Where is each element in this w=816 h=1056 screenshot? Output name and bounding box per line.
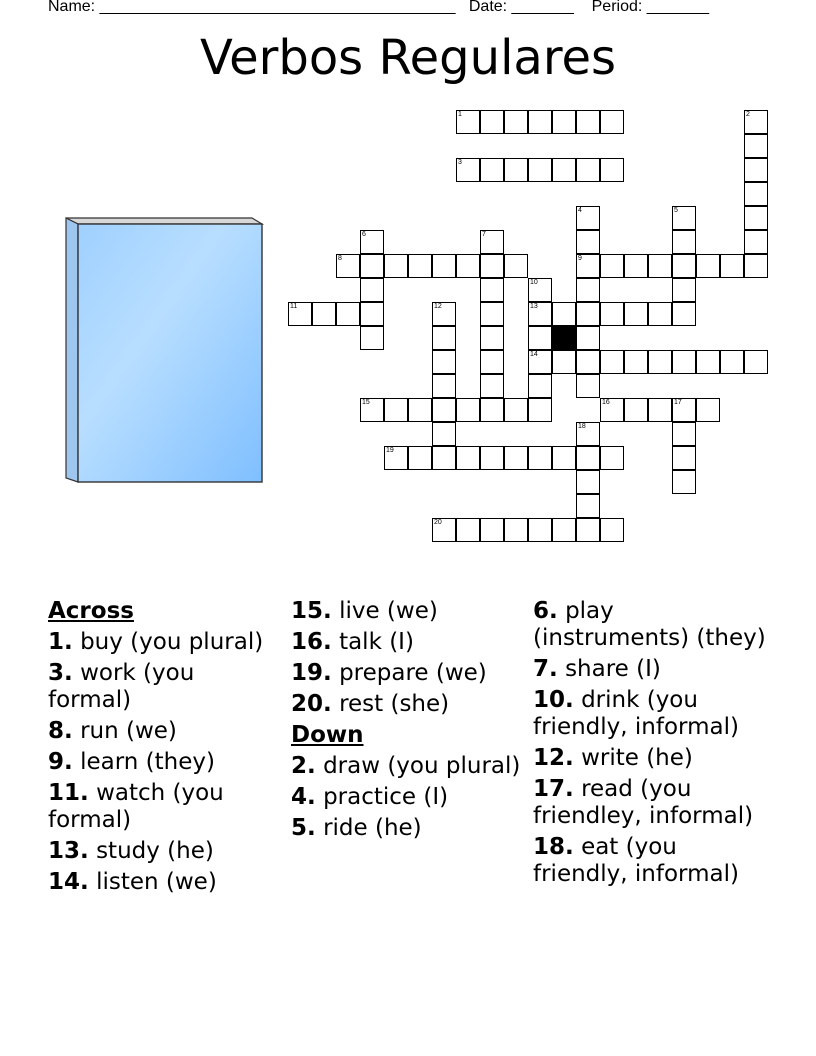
- grid-cell[interactable]: [720, 254, 744, 278]
- grid-cell[interactable]: [432, 422, 456, 446]
- grid-cell[interactable]: [576, 470, 600, 494]
- clue-number: 20: [434, 519, 442, 526]
- clue-across-19: 19. prepare (we): [291, 660, 487, 686]
- clue-number: 3: [458, 159, 462, 166]
- grid-cell[interactable]: [480, 230, 504, 254]
- clue-number: 5: [674, 207, 678, 214]
- grid-cell[interactable]: [744, 206, 768, 230]
- grid-cell[interactable]: [528, 518, 552, 542]
- grid-cell[interactable]: [528, 326, 552, 350]
- grid-cell[interactable]: [504, 446, 528, 470]
- grid-cell[interactable]: [456, 398, 480, 422]
- clue-number: 17: [674, 399, 682, 406]
- grid-cell[interactable]: [744, 134, 768, 158]
- grid-cell[interactable]: [456, 158, 480, 182]
- grid-cell[interactable]: [408, 446, 432, 470]
- grid-cell[interactable]: [432, 374, 456, 398]
- grid-cell[interactable]: [744, 182, 768, 206]
- grid-cell[interactable]: [456, 110, 480, 134]
- grid-cell[interactable]: [600, 158, 624, 182]
- date-label: Date: _______: [468, 0, 574, 15]
- grid-cell[interactable]: [648, 302, 672, 326]
- grid-cell[interactable]: [480, 158, 504, 182]
- grid-cell[interactable]: [672, 398, 696, 422]
- grid-cell[interactable]: [480, 326, 504, 350]
- grid-cell[interactable]: [480, 110, 504, 134]
- grid-cell[interactable]: [576, 110, 600, 134]
- grid-cell[interactable]: [576, 158, 600, 182]
- grid-cell[interactable]: [576, 254, 600, 278]
- clue-number: 2: [746, 111, 750, 118]
- clue-down-7: 7. share (I): [533, 656, 661, 682]
- clue-down-6: 6. play (instruments) (they): [533, 598, 766, 651]
- clue-down-12: 12. write (he): [533, 745, 693, 771]
- grid-cell[interactable]: [624, 350, 648, 374]
- across-clues: [48, 598, 278, 900]
- clue-across-15: 15. live (we): [291, 598, 438, 624]
- grid-cell[interactable]: [672, 446, 696, 470]
- clue-down-4: 4. practice (I): [291, 784, 449, 810]
- clue-number: 12: [434, 303, 442, 310]
- grid-cell[interactable]: [312, 302, 336, 326]
- grid-cell[interactable]: [624, 398, 648, 422]
- grid-cell[interactable]: [600, 350, 624, 374]
- grid-cell[interactable]: [672, 302, 696, 326]
- period-label: Period: _______: [591, 0, 710, 15]
- grid-cell[interactable]: [480, 446, 504, 470]
- grid-cell[interactable]: [576, 302, 600, 326]
- grid-cell[interactable]: [360, 230, 384, 254]
- clue-number: 6: [362, 231, 366, 238]
- clue-number: 11: [290, 303, 298, 310]
- grid-cell[interactable]: [408, 254, 432, 278]
- grid-cell[interactable]: [672, 254, 696, 278]
- grid-cell[interactable]: [576, 206, 600, 230]
- grid-cell[interactable]: [480, 350, 504, 374]
- down-heading: Down: [291, 722, 364, 748]
- grid-cell[interactable]: [360, 254, 384, 278]
- grid-cell[interactable]: [432, 254, 456, 278]
- clue-across-20: 20. rest (she): [291, 691, 450, 717]
- grid-cell[interactable]: [528, 278, 552, 302]
- grid-cell[interactable]: [696, 350, 720, 374]
- grid-cell[interactable]: [336, 302, 360, 326]
- grid-cell[interactable]: [672, 278, 696, 302]
- grid-cell[interactable]: [456, 518, 480, 542]
- grid-cell[interactable]: [360, 278, 384, 302]
- clue-number: 4: [578, 207, 582, 214]
- across-heading: Across: [48, 598, 134, 624]
- grid-cell[interactable]: [672, 230, 696, 254]
- grid-cell[interactable]: [744, 350, 768, 374]
- grid-cell[interactable]: [744, 230, 768, 254]
- grid-cell[interactable]: [600, 446, 624, 470]
- grid-cell[interactable]: [552, 110, 576, 134]
- grid-cell[interactable]: [288, 302, 312, 326]
- grid-cell[interactable]: [480, 254, 504, 278]
- grid-cell[interactable]: [624, 254, 648, 278]
- grid-cell[interactable]: [360, 302, 384, 326]
- grid-cell[interactable]: [504, 518, 528, 542]
- grid-cell[interactable]: [480, 398, 504, 422]
- grid-cell[interactable]: [384, 398, 408, 422]
- grid-cell[interactable]: [696, 398, 720, 422]
- grid-cell[interactable]: [456, 446, 480, 470]
- grid-cell[interactable]: [528, 374, 552, 398]
- grid-cell[interactable]: [576, 350, 600, 374]
- grid-cell[interactable]: [576, 494, 600, 518]
- clue-down-17: 17. read (you friendley, informal): [533, 776, 754, 829]
- clue-across-14: 14. listen (we): [48, 869, 217, 895]
- grid-cell[interactable]: [360, 398, 384, 422]
- clues-column-2: [291, 598, 521, 846]
- grid-cell[interactable]: [432, 518, 456, 542]
- clue-across-13: 13. study (he): [48, 838, 214, 864]
- grid-cell[interactable]: [432, 326, 456, 350]
- grid-cell[interactable]: [576, 278, 600, 302]
- clue-number: 8: [338, 255, 342, 262]
- grid-cell[interactable]: [432, 398, 456, 422]
- clue-number: 19: [386, 447, 394, 454]
- clue-across-11: 11. watch (you formal): [48, 780, 224, 833]
- grid-cell[interactable]: [600, 302, 624, 326]
- grid-cell[interactable]: [600, 110, 624, 134]
- grid-cell[interactable]: [480, 518, 504, 542]
- grid-cell[interactable]: [672, 206, 696, 230]
- grid-cell[interactable]: [648, 350, 672, 374]
- grid-cell[interactable]: [360, 326, 384, 350]
- name-label: Name: ________________________________________: [48, 0, 456, 15]
- grid-cell[interactable]: [624, 302, 648, 326]
- clue-number: 7: [482, 231, 486, 238]
- clue-across-3: 3. work (you formal): [48, 660, 195, 713]
- grid-cell[interactable]: [600, 398, 624, 422]
- grid-cell[interactable]: [408, 398, 432, 422]
- clue-number: 13: [530, 303, 538, 310]
- grid-cell[interactable]: [384, 254, 408, 278]
- clue-number: 1: [458, 111, 462, 118]
- grid-cell[interactable]: [480, 278, 504, 302]
- grid-cell[interactable]: [648, 398, 672, 422]
- page-title: Verbos Regulares: [199, 30, 617, 86]
- grid-cell[interactable]: [576, 230, 600, 254]
- grid-cell[interactable]: [432, 350, 456, 374]
- grid-cell[interactable]: [576, 446, 600, 470]
- grid-cell[interactable]: [600, 254, 624, 278]
- grid-cell[interactable]: [552, 302, 576, 326]
- grid-block: [552, 326, 576, 350]
- clue-number: 16: [602, 399, 610, 406]
- grid-cell[interactable]: [504, 254, 528, 278]
- grid-cell[interactable]: [432, 446, 456, 470]
- clue-number: 14: [530, 351, 538, 358]
- clue-number: 15: [362, 399, 370, 406]
- clue-across-16: 16. talk (I): [291, 629, 414, 655]
- grid-cell[interactable]: [576, 518, 600, 542]
- grid-cell[interactable]: [696, 254, 720, 278]
- grid-cell[interactable]: [504, 398, 528, 422]
- clue-down-10: 10. drink (you friendly, informal): [533, 687, 739, 740]
- grid-cell[interactable]: [528, 446, 552, 470]
- grid-cell[interactable]: [528, 398, 552, 422]
- clues-column-3: [533, 598, 773, 892]
- grid-cell[interactable]: [552, 158, 576, 182]
- grid-cell[interactable]: [672, 470, 696, 494]
- grid-cell[interactable]: [528, 158, 552, 182]
- grid-cell[interactable]: [576, 374, 600, 398]
- clue-across-8: 8. run (we): [48, 718, 177, 744]
- clue-down-18: 18. eat (you friendly, informal): [533, 834, 739, 887]
- grid-cell[interactable]: [552, 518, 576, 542]
- clue-down-5: 5. ride (he): [291, 815, 422, 841]
- grid-cell[interactable]: [648, 254, 672, 278]
- grid-cell[interactable]: [720, 350, 744, 374]
- grid-cell[interactable]: [384, 446, 408, 470]
- grid-cell[interactable]: [480, 302, 504, 326]
- grid-cell[interactable]: [552, 446, 576, 470]
- grid-cell[interactable]: [456, 254, 480, 278]
- grid-cell[interactable]: [576, 422, 600, 446]
- clue-number: 18: [578, 423, 586, 430]
- grid-cell[interactable]: [504, 110, 528, 134]
- grid-cell[interactable]: [744, 110, 768, 134]
- grid-cell[interactable]: [528, 302, 552, 326]
- grid-cell[interactable]: [672, 422, 696, 446]
- clue-number: 9: [578, 255, 582, 262]
- grid-cell[interactable]: [480, 374, 504, 398]
- clue-down-2: 2. draw (you plural): [291, 753, 521, 779]
- grid-cell[interactable]: [600, 518, 624, 542]
- grid-cell[interactable]: [336, 254, 360, 278]
- grid-cell[interactable]: [528, 110, 552, 134]
- clue-across-9: 9. learn (they): [48, 749, 215, 775]
- clue-across-1: 1. buy (you plural): [48, 629, 264, 655]
- grid-cell[interactable]: [744, 158, 768, 182]
- grid-cell[interactable]: [576, 326, 600, 350]
- grid-cell[interactable]: [528, 350, 552, 374]
- grid-cell[interactable]: [432, 302, 456, 326]
- grid-cell[interactable]: [552, 350, 576, 374]
- clue-number: 10: [530, 279, 538, 286]
- grid-cell[interactable]: [672, 350, 696, 374]
- grid-cell[interactable]: [744, 254, 768, 278]
- grid-cell[interactable]: [504, 158, 528, 182]
